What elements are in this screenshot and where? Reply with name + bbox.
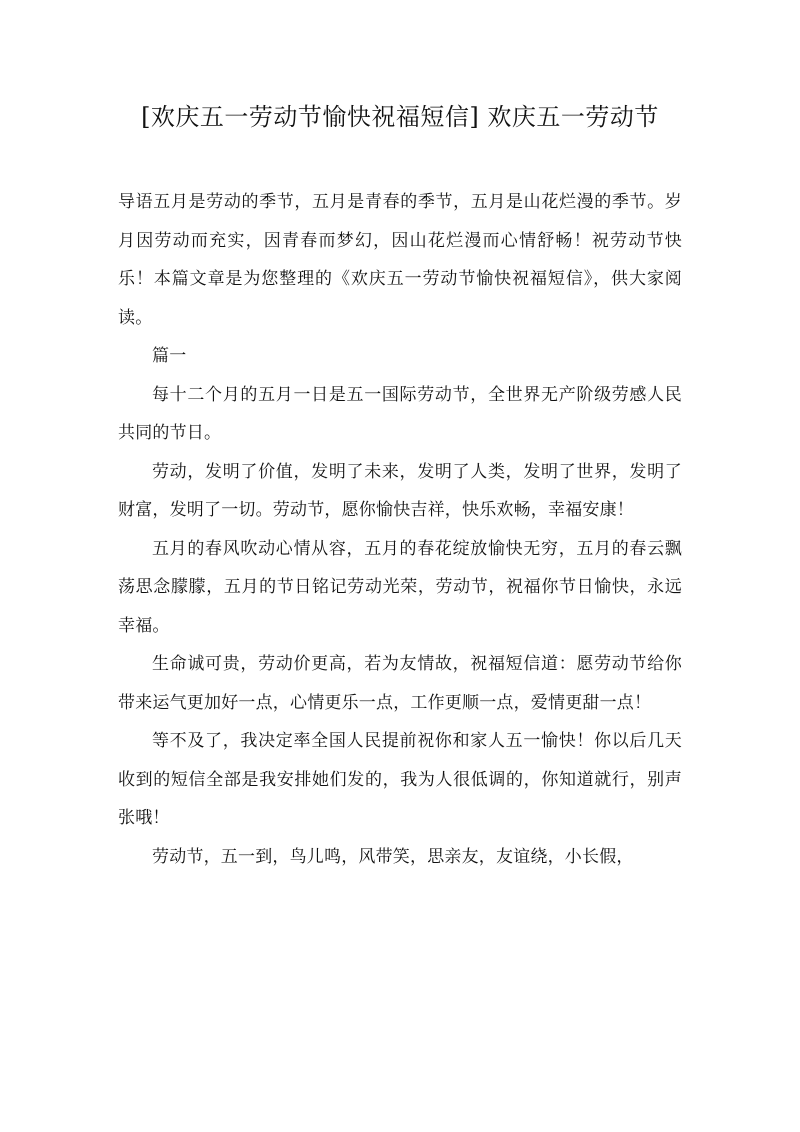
body-paragraph: 每十二个月的五月一日是五一国际劳动节，全世界无产阶级劳感人民共同的节日。 bbox=[118, 384, 682, 443]
document-body bbox=[118, 183, 682, 876]
document-title: [欢庆五一劳动节愉快祝福短信] 欢庆五一劳动节 bbox=[141, 103, 659, 131]
body-paragraph: 等不及了，我决定率全国人民提前祝你和家人五一愉快！你以后几天收到的短信全部是我安排她们发的，我为人很低调的，你知道就行，别声张哦！ bbox=[118, 731, 682, 828]
body-paragraph: 五月的春风吹动心情从容，五月的春花绽放愉快无穷，五月的春云飘荡思念朦朦，五月的节日铭记劳动光荣，劳动节，祝福你节日愉快，永远幸福。 bbox=[118, 538, 682, 636]
section-heading: 篇一 bbox=[152, 346, 187, 366]
body-paragraph: 劳动，发明了价值，发明了未来，发明了人类，发明了世界，发明了财富，发明了一切。劳动节，愿你愉快吉祥，快乐欢畅，幸福安康！ bbox=[118, 461, 682, 520]
body-paragraph: 劳动节，五一到，鸟儿鸣，风带笑，思亲友，友谊绕，小长假， bbox=[152, 846, 634, 867]
body-paragraph: 生命诚可贵，劳动价更高，若为友情故，祝福短信道：愿劳动节给你带来运气更加好一点，心情更乐一点，工作更顺一点，爱情更甜一点！ bbox=[118, 654, 682, 713]
intro-paragraph: 导语五月是劳动的季节，五月是青春的季节，五月是山花烂漫的季节。岁月因劳动而充实，因青春而梦幻，因山花烂漫而心情舒畅！祝劳动节快乐！本篇文章是为您整理的《欢庆五一劳动节愉快祝福短信》，供大家阅读。 bbox=[118, 192, 682, 328]
